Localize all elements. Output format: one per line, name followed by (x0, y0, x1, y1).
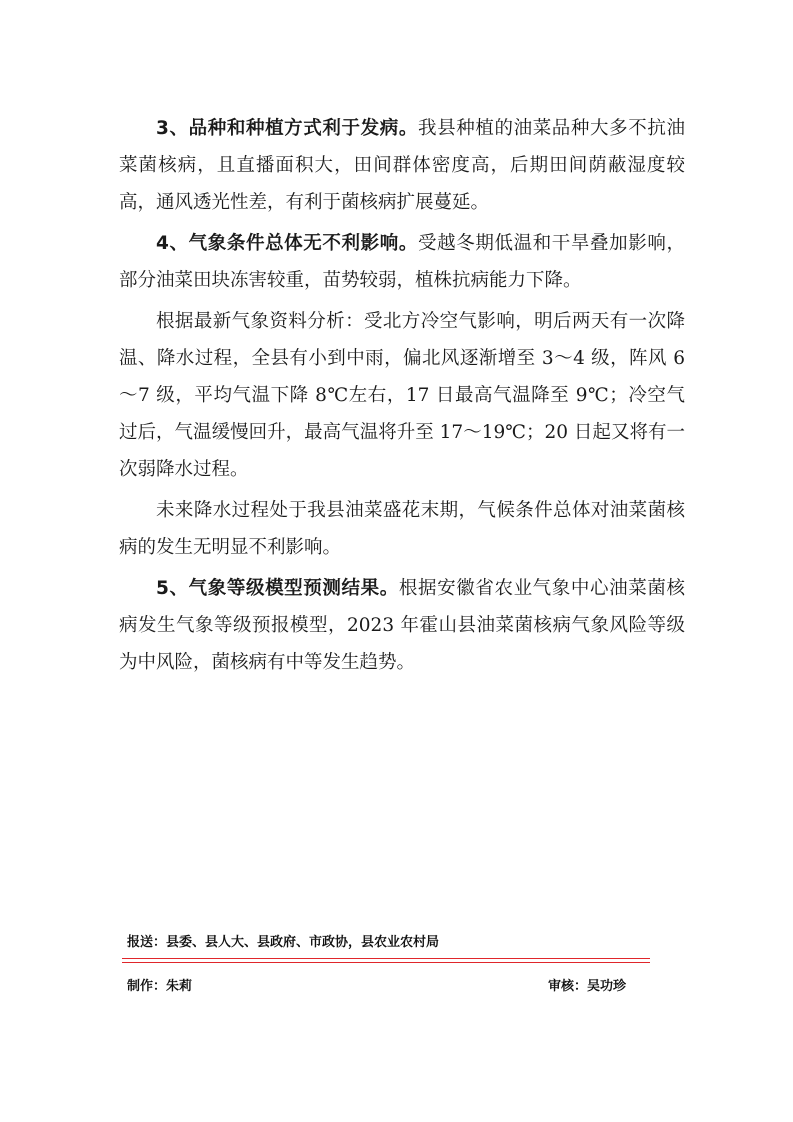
paragraph-text: 根据最新气象资料分析：受北方冷空气影响，明后两天有一次降温、降水过程，全县有小到中雨，偏北风逐渐增至 3～4 级，阵风 6～7 级，平均气温下降 8℃左右，17 日最高气温降至 9℃；冷空气过后，气温缓慢回升，最高气温将升至 17～19℃；20 日起又将有一次弱降水过程。 (119, 311, 685, 480)
document-body (119, 110, 685, 681)
made-by-line: 制作：朱莉 (127, 979, 193, 994)
paragraph-outlook (119, 492, 685, 566)
reviewed-by-line: 审核：吴功珍 (548, 979, 627, 994)
paragraph-variety (119, 110, 685, 221)
paragraph-text: 受越冬期低温和干旱叠加影响，部分油菜田块冻害较重，苗势较弱，植株抗病能力下降。 (119, 233, 685, 291)
send-to-line: 报送：县委、县人大、县政府、市政协，县农业农村局 (127, 935, 440, 950)
paragraph-text: 我县种植的油菜品种大多不抗油菜菌核病，且直播面积大，田间群体密度高，后期田间荫蔽湿度较高，通风透光性差，有利于菌核病扩展蔓延。 (119, 118, 685, 213)
paragraph-model-result (119, 570, 685, 681)
paragraph-forecast (119, 303, 685, 488)
paragraph-text: 根据安徽省农业气象中心油菜菌核病发生气象等级预报模型，2023 年霍山县油菜菌核病气象风险等级为中风险，菌核病有中等发生趋势。 (119, 578, 685, 673)
paragraph-text: 未来降水过程处于我县油菜盛花末期，气候条件总体对油菜菌核病的发生无明显不利影响。 (119, 500, 685, 558)
red-divider-top (122, 958, 650, 959)
paragraph-weather-conditions (119, 225, 685, 299)
paragraph-heading: 4、气象条件总体无不利影响。 (156, 233, 418, 254)
red-divider-bottom (122, 962, 650, 963)
paragraph-heading: 3、品种和种植方式利于发病。 (156, 118, 418, 139)
paragraph-heading: 5、气象等级模型预测结果。 (156, 578, 399, 599)
